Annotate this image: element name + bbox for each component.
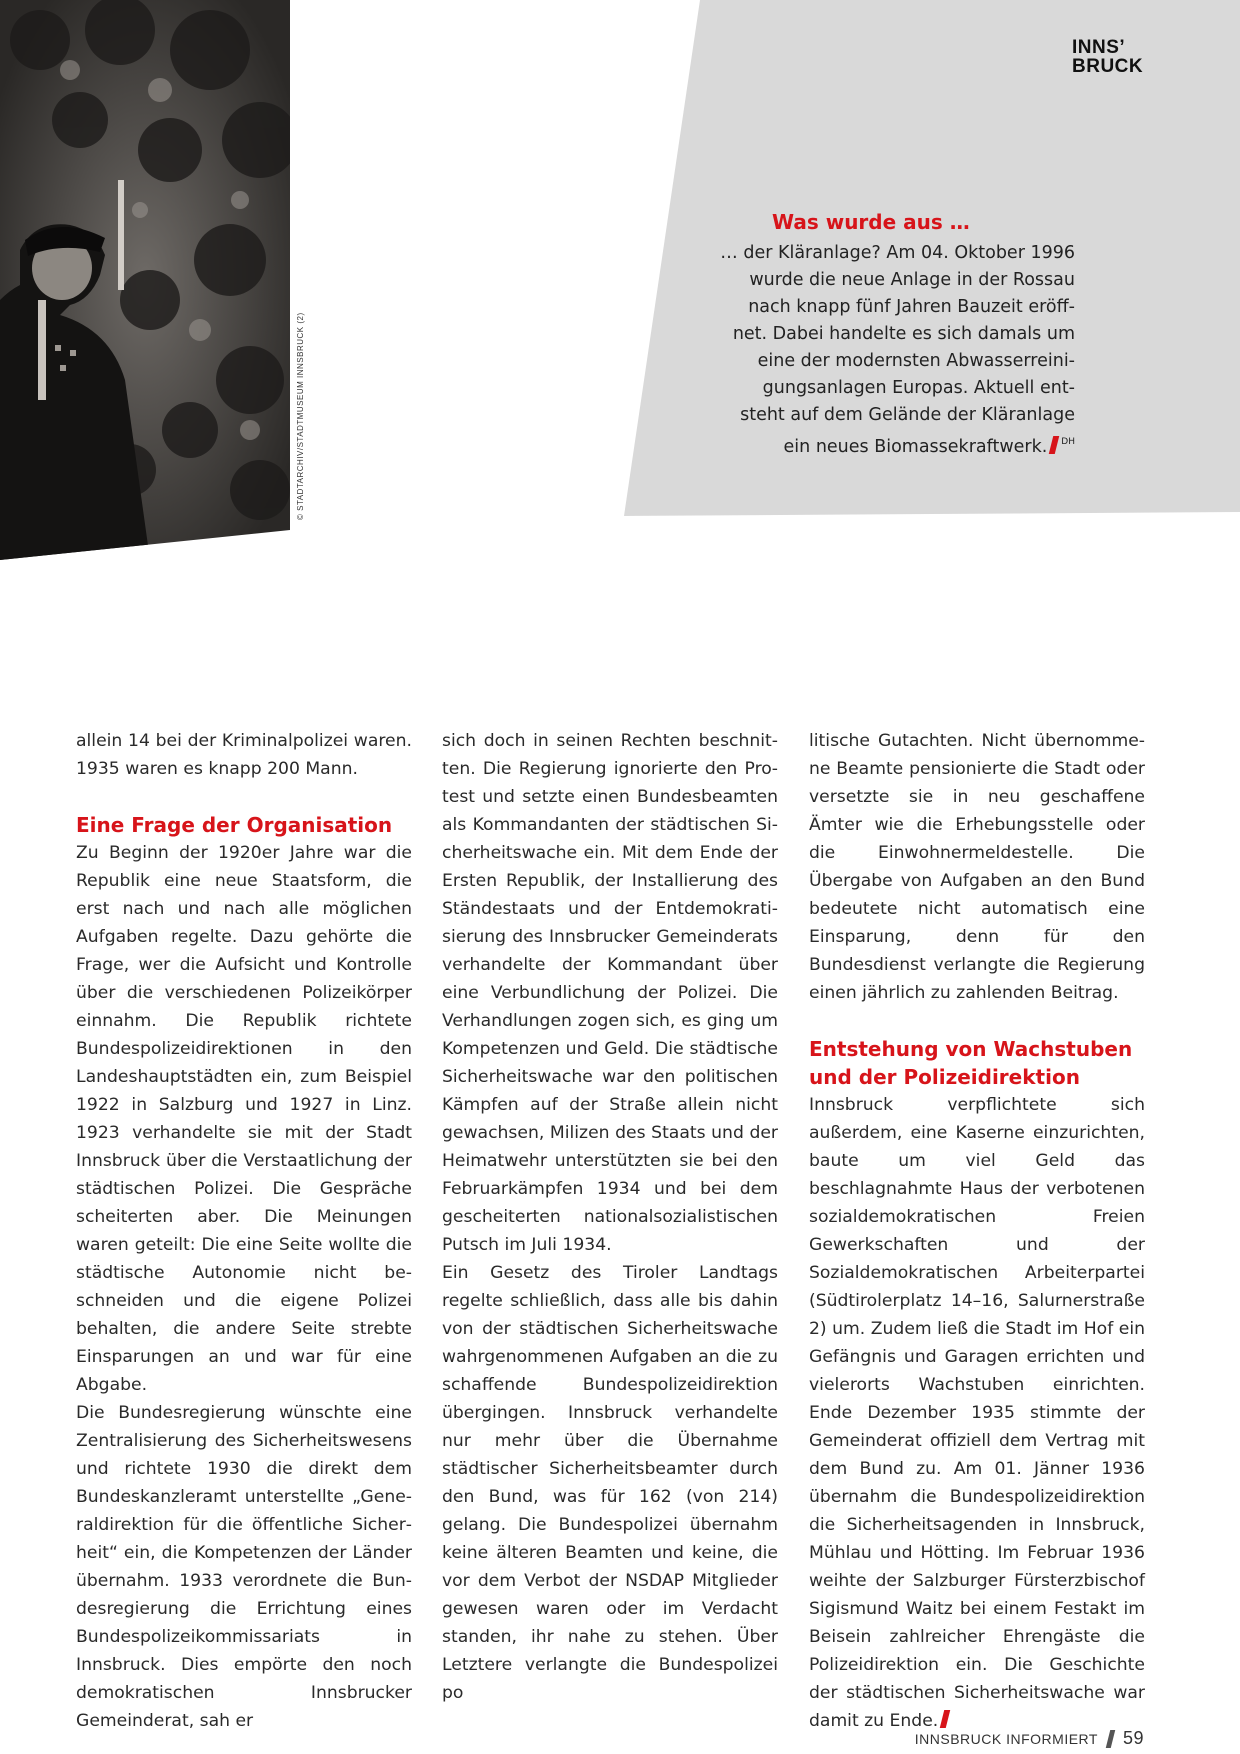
sidebar-line: … der Kläranlage? Am 04. Oktober 1996	[720, 243, 1075, 263]
sidebar-line: steht auf dem Gelände der Kläranlage	[740, 405, 1075, 425]
article-column-1	[76, 727, 412, 1735]
article-column-2	[442, 727, 778, 1707]
paragraph: allein 14 bei der Kriminalpolizei waren. 1935 waren es knapp 200 Mann.	[76, 731, 412, 779]
sidebar-line: ein neues Biomassekraftwerk.	[783, 437, 1048, 457]
logo	[1072, 38, 1143, 76]
photo-credit: © STADTARCHIV/STADTMUSEUM INNSBRUCK (2)	[296, 312, 305, 520]
sidebar-last-line	[720, 429, 1075, 461]
sidebar-body	[720, 240, 1075, 461]
section-heading: Eine Frage der Organisation	[76, 813, 393, 837]
section-heading	[809, 1035, 1145, 1091]
sidebar-line: net. Dabei handelte es sich damals um	[732, 324, 1075, 344]
paragraph: Zu Beginn der 1920er Jahre war die Republik eine neue Staatsform, die erst nach und nach alle möglichen Aufgaben regelte. Dazu gehörte die Frage, wer die Aufsicht und Kontrolle über die verschiedenen Polizeikörper einnahm. Die Republik richtete Bundespolizeidirektionen in den Landeshauptstädten ein, zum Beispiel 1922 in Salzburg und 1927 in Linz. 1923 verhandelte sie mit der Stadt Innsbruck über die Verstaatlichung der städtischen Polizei. Die Gespräche scheiterten aber. Die Meinungen waren geteilt: Die eine Seite wollte die städtische Autonomie nicht beschneiden und die eigene Polizei behalten, die andere Seite strebte Einsparungen an und war für eine Abgabe.	[76, 843, 412, 1395]
logo-line-1: INNS’	[1072, 37, 1126, 58]
logo-line-2: BRUCK	[1072, 56, 1144, 77]
end-mark-icon	[1049, 436, 1059, 454]
paragraph: litische Gutachten. Nicht übernommene Beamte pensionierte die Stadt oder versetzte sie in neu geschaffene Ämter wie die Erhebungsstelle oder die Einwohnermeldestelle. Die Übergabe von Aufgaben an den Bund bedeutete nicht automatisch eine Einsparung, denn für den Bundesdienst verlangte die Regierung einen jährlich zu zahlenden Beitrag.	[809, 731, 1145, 1003]
heading-line: Entstehung von Wachstuben	[809, 1037, 1133, 1061]
heading-line: und der Polizeidirektion	[809, 1065, 1080, 1089]
paragraph-text: Innsbruck verpflichtete sich außerdem, eine Kaserne einzurichten, baute um viel Geld das beschlagnahmte Haus der verbotenen sozialdemokratischen Freien Gewerkschaften und der Sozialdemokratischen Arbeiterpartei (Südtirolerplatz 14–16, Salurnerstraße 2) um. Zudem ließ die Stadt im Hof ein Gefängnis und Garagen errichten und vielerorts Wachstuben einrichten. Ende Dezember 1935 stimmte der Gemeinderat offiziell dem Vertrag mit dem Bund zu. Am 01. Jänner 1936 übernahm die Bundespolizeidirektion die Sicherheitsagenden in Innsbruck, Mühlau und Hötting. Im Februar 1936 weihte der Salzburger Fürsterzbischof Sigismund Waitz bei einem Festakt im Beisein zahlreicher Ehrengäste die Polizeidirektion ein. Die Geschichte der städtischen Sicherheitswache war damit zu Ende.	[809, 1095, 1145, 1731]
sidebar-line: wurde die neue Anlage in der Rossau	[749, 270, 1075, 290]
end-mark-icon	[940, 1710, 950, 1728]
paragraph: sich doch in seinen Rechten beschnitten. Die Regierung ignorierte den Protest und setzte einen Bundesbeamten als Kommandanten der städtischen Sicherheitswache ein. Mit dem Ende der Ersten Republik, der Installierung des Ständestaats und der Entdemokratisierung des Innsbrucker Gemeinderats verhandelte der Kommandant über eine Verbundlichung der Polizei. Die Verhandlungen zogen sich, es ging um Kompetenzen und Geld. Die städtische Sicherheitswache war den politischen Kämpfen auf der Straße allein nicht gewachsen, Milizen des Staats und der Heimatwehr unterstützten sie bei den Februarkämpfen 1934 und bei dem gescheiterten nationalsozialistischen Putsch im Juli 1934.	[442, 731, 778, 1255]
article-column-3	[809, 727, 1145, 1735]
author-initials: DH	[1061, 437, 1075, 447]
page-footer	[915, 1728, 1144, 1749]
paragraph: Die Bundesregierung wünschte eine Zentralisierung des Sicherheitswesens und richtete 1930 die direkt dem Bundeskanzleramt unterstellte „Generaldirektion für die öffentliche Sicherheit“ ein, die Kompetenzen der Länder übernahm. 1933 verordnete die Bundesregierung die Errichtung eines Bundespolizeikommissariats in Innsbruck. Dies empörte den noch demokratischen Innsbrucker Gemeinderat, sah er	[76, 1403, 412, 1731]
sidebar-box	[720, 210, 1100, 461]
page-number: 59	[1122, 1728, 1144, 1748]
publication-name: INNSBRUCK INFORMIERT	[914, 1731, 1098, 1747]
paragraph	[809, 1091, 1145, 1735]
sidebar-line: gungsanlagen Europas. Aktuell ent-	[762, 378, 1075, 398]
sidebar-line: nach knapp fünf Jahren Bauzeit eröff-	[748, 297, 1075, 317]
sidebar-line: eine der modernsten Abwasserreini-	[757, 351, 1075, 371]
paragraph: Ein Gesetz des Tiroler Landtags regelte schließlich, dass alle bis dahin von der städtischen Sicherheitswache wahrgenommenen Aufgaben an die zu schaffende Bundespolizeidirektion übergingen. Innsbruck verhandelte nur mehr über die Übernahme städtischer Sicherheitsbeamter durch den Bund, was für 162 (von 214) gelang. Die Bundespolizei übernahm keine älteren Beamten und keine, die vor dem Verbot der NSDAP Mitglieder gewesen waren oder im Verdacht standen, ihr nahe zu stehen. Über Letztere verlangte die Bundespolizei po	[442, 1263, 778, 1703]
sidebar-title: Was wurde aus …	[772, 210, 970, 234]
footer-divider-icon	[1106, 1730, 1115, 1748]
